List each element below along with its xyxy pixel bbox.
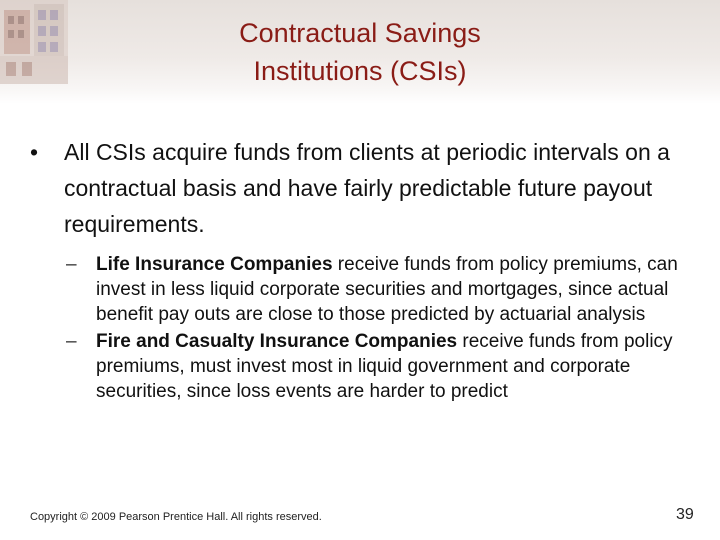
sub-bullet-life-insurance xyxy=(66,252,700,327)
footer-copyright: Copyright © 2009 Pearson Prentice Hall. All rights reserved. xyxy=(30,511,322,523)
dash-marker: – xyxy=(66,331,77,352)
bullet-marker: • xyxy=(30,139,39,165)
main-bullet-text: All CSIs acquire funds from clients at periodic intervals on a contractual basis and have fairly predictable future payout requirements. xyxy=(64,139,670,237)
sub-bullet-term: Fire and Casualty Insurance Companies xyxy=(96,331,458,352)
slide-title-line1: Contractual Savings xyxy=(239,18,481,48)
slide-title xyxy=(180,14,540,90)
slide-body xyxy=(30,134,700,406)
page-number: 39 xyxy=(676,506,694,523)
sub-bullet-list xyxy=(30,252,700,404)
building-photo-icon xyxy=(0,0,68,84)
slide-title-line2: Institutions (CSIs) xyxy=(253,56,467,86)
sub-bullet-fire-casualty xyxy=(66,329,700,404)
dash-marker: – xyxy=(66,254,77,275)
sub-bullet-text: receive funds from policy premiums, must invest most in liquid government and corporate securities, since loss events are harder to predict xyxy=(96,331,673,402)
main-bullet xyxy=(30,134,700,242)
sub-bullet-term: Life Insurance Companies xyxy=(96,254,333,275)
sub-bullet-text: receive funds from policy premiums, can invest in less liquid corporate securities and mortgages, since actual benefit pay outs are close to those predicted by actuarial analysis xyxy=(96,254,678,325)
